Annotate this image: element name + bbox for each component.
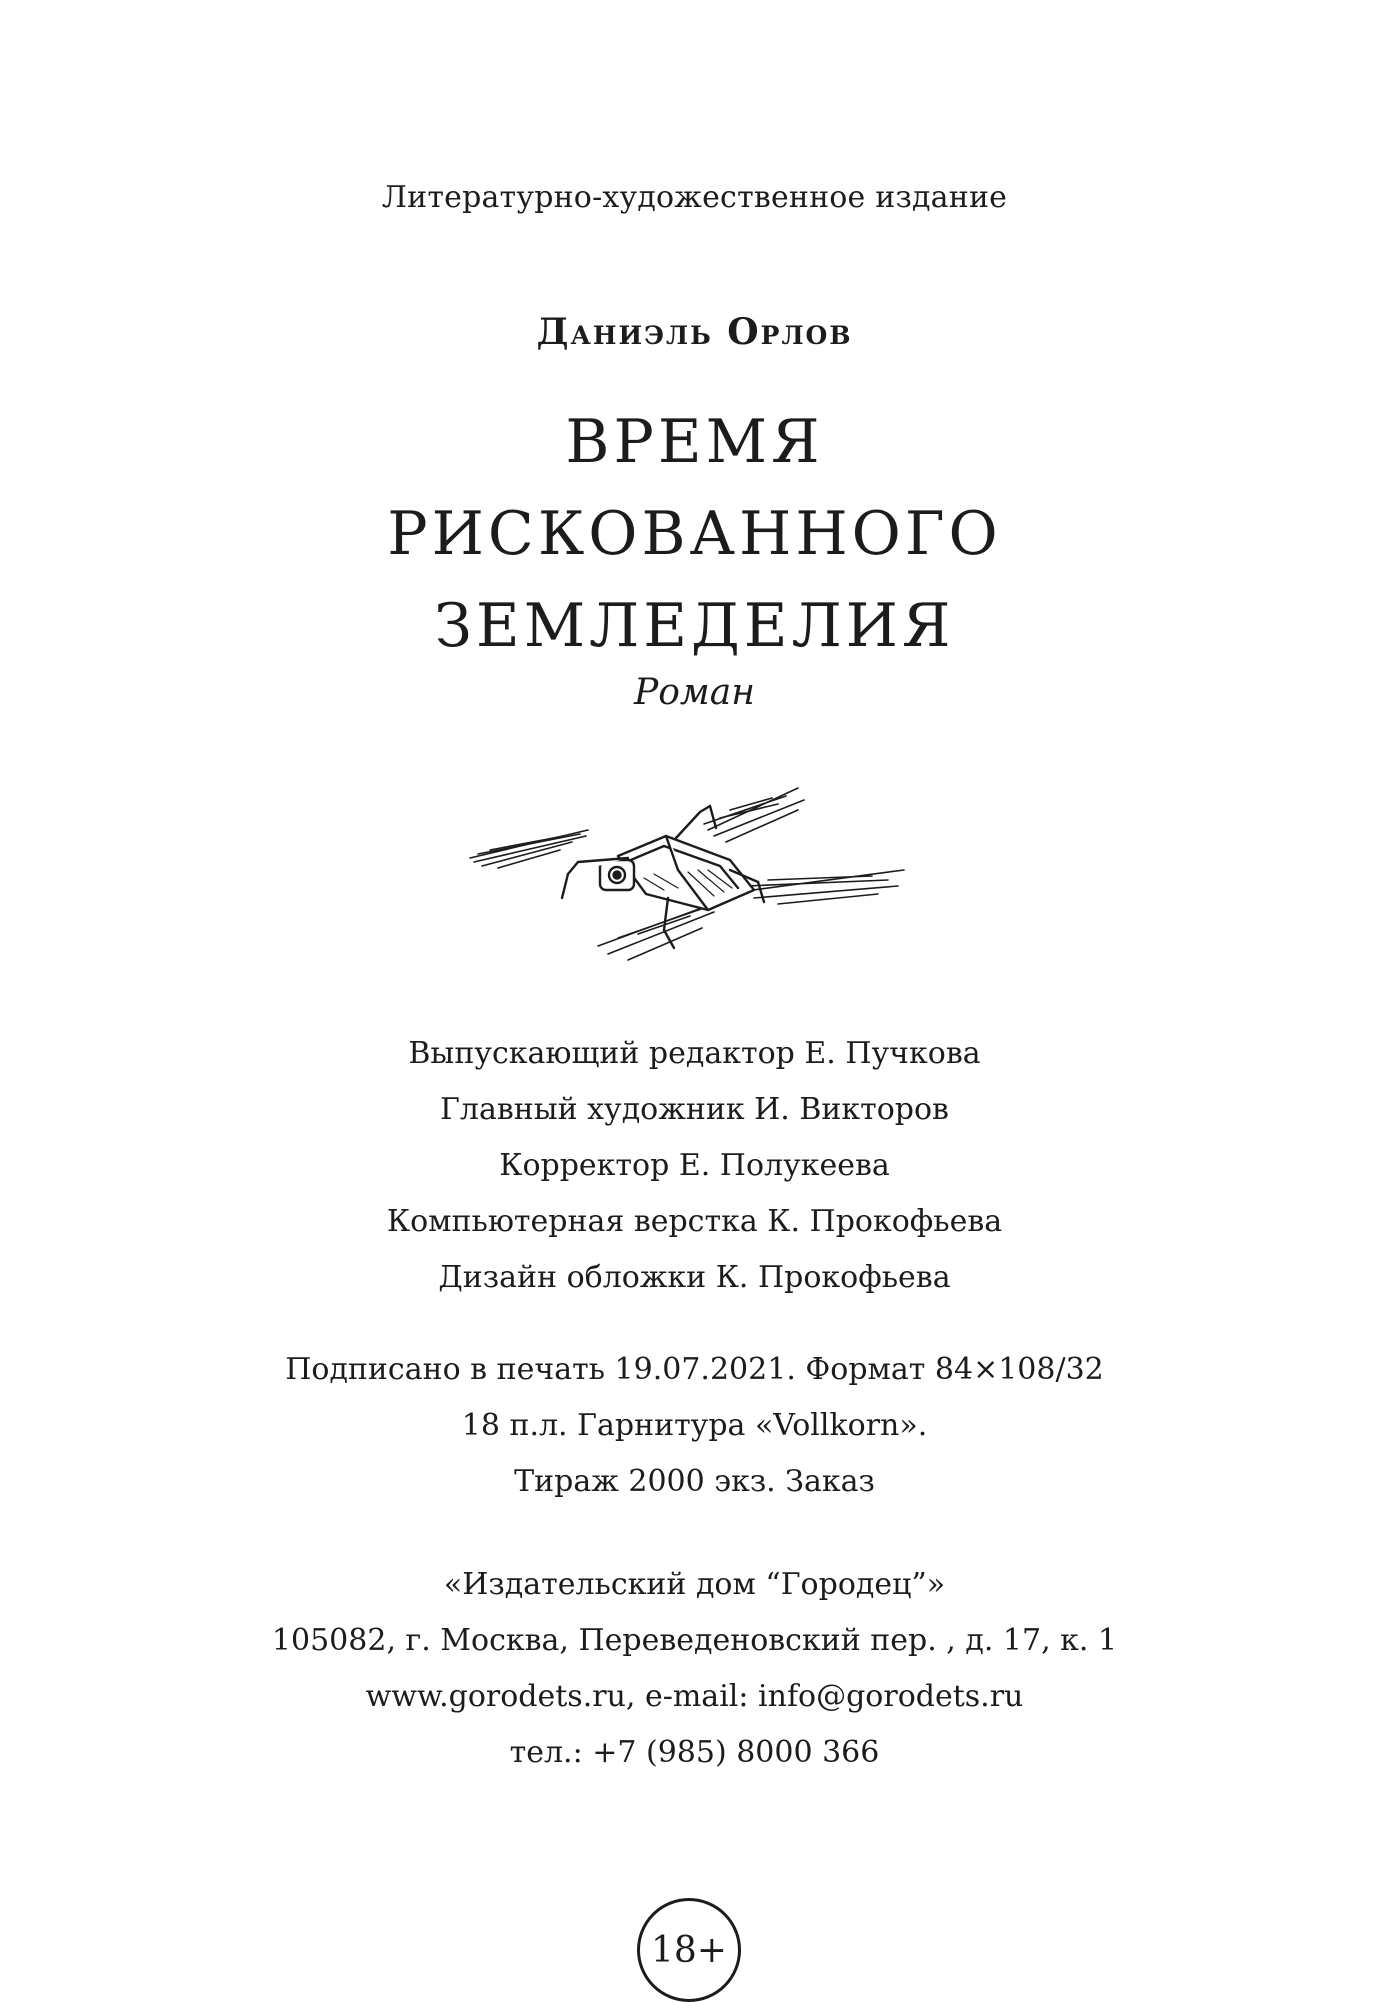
- credit-artist: Главный художник И. Викторов: [440, 1092, 949, 1127]
- publisher-web: www.gorodets.ru, e-mail: info@gorodets.ru: [365, 1679, 1024, 1714]
- credit-cover-design: Дизайн обложки К. Прокофьева: [438, 1260, 951, 1295]
- credit-proofreader: Корректор Е. Полукеева: [499, 1148, 890, 1183]
- title-line-1: ВРЕМЯ: [565, 407, 824, 477]
- publisher-block: [0, 1557, 1389, 1781]
- print-info-run: Тираж 2000 экз. Заказ: [514, 1464, 875, 1499]
- edition-type: Литературно-художественное издание: [381, 180, 1008, 215]
- publisher-name: «Издательский дом “Городец”»: [443, 1567, 946, 1602]
- author-name: Даниэль Орлов: [536, 311, 853, 353]
- genre-label: Роман: [634, 672, 755, 713]
- title-line-3: ЗЕМЛЕДЕЛИЯ: [434, 591, 955, 661]
- print-info-signed: Подписано в печать 19.07.2021. Формат 84×108/32: [285, 1352, 1104, 1387]
- age-rating-badge: 18+: [637, 1898, 741, 2002]
- book-title: [0, 396, 1389, 672]
- publisher-phone: тел.: +7 (985) 8000 366: [509, 1735, 880, 1770]
- drone-icon: [468, 770, 908, 970]
- print-info-typeface: 18 п.л. Гарнитура «Vollkorn».: [461, 1408, 928, 1443]
- credits-block: [0, 1026, 1389, 1306]
- print-info-block: [0, 1342, 1389, 1510]
- credit-editor: Выпускающий редактор Е. Пучкова: [408, 1036, 981, 1071]
- credit-layout: Компьютерная верстка К. Прокофьева: [386, 1204, 1003, 1239]
- title-line-2: РИСКОВАННОГО: [387, 499, 1002, 569]
- publisher-address: 105082, г. Москва, Переведеновский пер. , д. 17, к. 1: [271, 1623, 1118, 1658]
